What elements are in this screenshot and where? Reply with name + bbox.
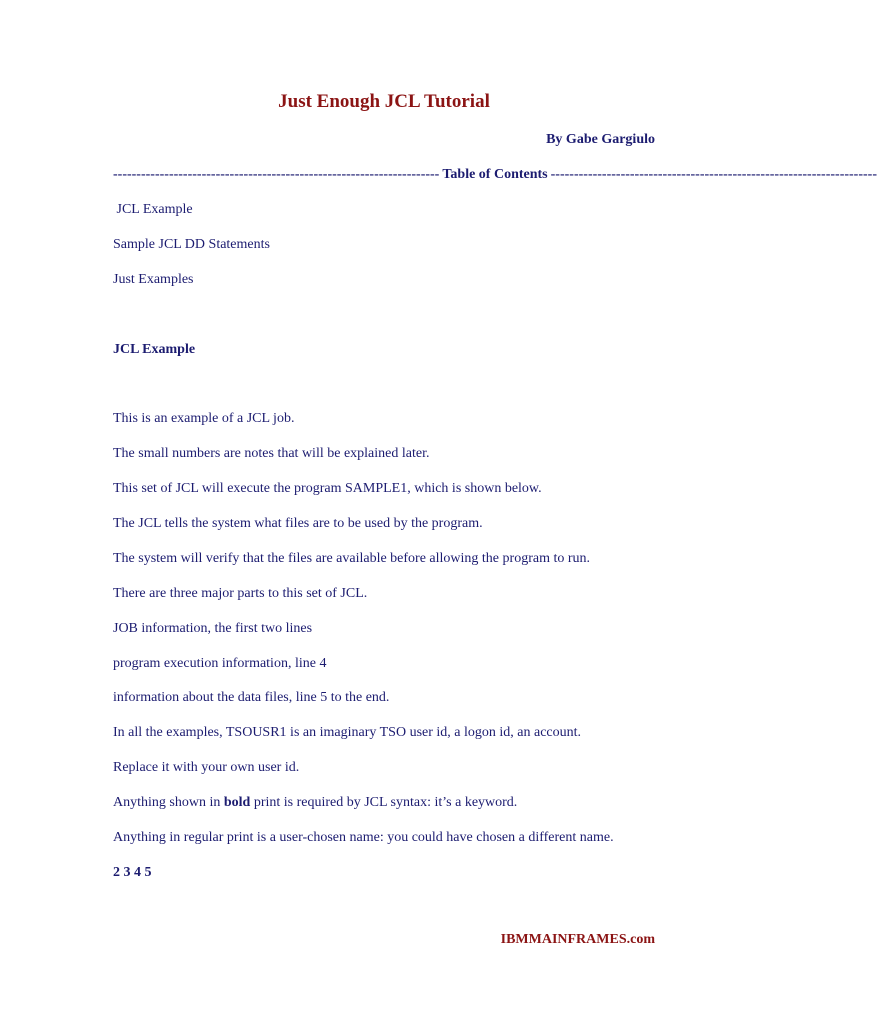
paragraph: JOB information, the first two lines [113,621,313,636]
document-title: Just Enough JCL Tutorial [278,91,490,112]
bold-note-prefix: Anything shown in [113,795,224,810]
paragraph: program execution information, line 4 [113,656,327,671]
bold-note-paragraph [113,794,517,812]
footer-site-name: IBMMAINFRAMES.com [500,932,655,947]
toc-label: Table of Contents [442,167,548,182]
paragraph: This is an example of a JCL job. [113,411,295,426]
paragraph: The JCL tells the system what files are to be used by the program. [113,516,483,531]
toc-link-just-examples[interactable]: Just Examples [113,272,194,287]
bold-note-suffix: print is required by JCL syntax: it’s a keyword. [250,795,518,810]
paragraph: Replace it with your own user id. [113,760,300,775]
paragraph: information about the data files, line 5 to the end. [113,690,390,705]
toc-link-sample-dd-statements[interactable]: Sample JCL DD Statements [113,237,270,252]
bold-keyword: bold [223,795,251,810]
toc-dashes-left: ---------------------------------------------------------------------- [113,167,440,182]
note-numbers: 2 3 4 5 [113,865,152,880]
toc-heading [113,166,877,184]
paragraph: There are three major parts to this set of JCL. [113,586,368,601]
regular-note-paragraph: Anything in regular print is a user-chosen name: you could have chosen a different name. [113,830,614,845]
toc-dashes-right: ---------------------------------------------------------------------- [550,167,877,182]
paragraph: The small numbers are notes that will be explained later. [113,446,430,461]
author-byline: By Gabe Gargiulo [546,132,655,147]
paragraph: The system will verify that the files are available before allowing the program to run. [113,551,591,566]
toc-link-jcl-example[interactable]: JCL Example [113,202,193,217]
paragraph: In all the examples, TSOUSR1 is an imaginary TSO user id, a logon id, an account. [113,725,582,740]
paragraph: This set of JCL will execute the program SAMPLE1, which is shown below. [113,481,542,496]
section-heading: JCL Example [113,342,196,357]
